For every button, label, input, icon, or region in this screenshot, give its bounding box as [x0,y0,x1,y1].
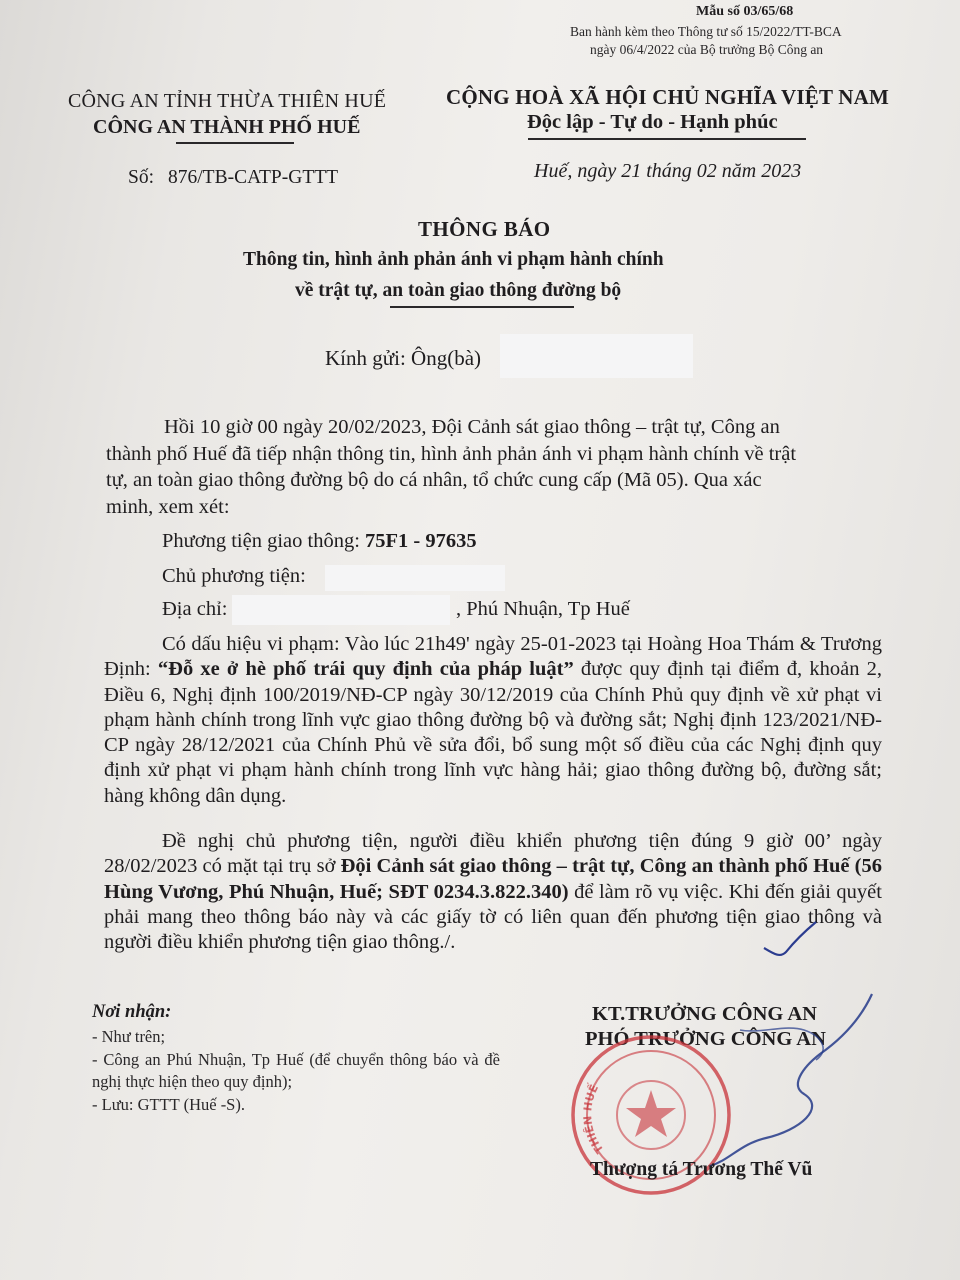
form-number: Mẫu số 03/65/68 [696,4,794,19]
document-subtitle-2: về trật tự, an toàn giao thông đường bộ [295,280,622,301]
address-rest: , Phú Nhuận, Tp Huế [456,598,630,620]
paragraph-intro-line: tự, an toàn giao thông đường bộ do cá nhân, tổ chức cung cấp (Mã 05). Qua xác [106,469,762,491]
nation-name: CỘNG HOÀ XÃ HỘI CHỦ NGHĨA VIỆT NAM [446,85,889,109]
violation-legal-basis: được quy định tại điểm đ, khoản 2, Điều 6, Nghị định 100/2019/NĐ-CP ngày 30/12/2019 của Chính Phủ quy định về xử phạt vi phạm hành chính trong lĩnh vực giao thông đường bộ và đường sắt; Nghị định 123/2021/NĐ-CP ngày 28/12/2021 của Chính Phủ về sửa đổi, bổ sung một số điều của các Nghị định quy định xử phạt vi phạm hành chính trong lĩnh vực hàng hải; giao thông đường bộ, đường sắt; hàng không dân dụng. [104,658,882,807]
document-number-label: Số: [128,167,155,188]
document-title: THÔNG BÁO [418,217,551,241]
agency-underline [176,142,294,144]
owner-label: Chủ phương tiện: [162,565,306,587]
handwritten-signature [590,990,890,1180]
vehicle-row [162,530,477,553]
paragraph-intro-line: minh, xem xét: [106,495,230,518]
violation-description: “Đỗ xe ở hè phố trái quy định của pháp luật” [157,658,574,681]
recipients-label: Nơi nhận: [92,1002,172,1022]
violation-intro: Có dấu hiệu vi phạm: Vào lúc 21h49' ngày 25-01-2023 tại Hoàng Hoa Thám & Trương Định: [104,633,882,681]
document-number-value: 876/TB-CATP-GTTT [168,167,339,188]
request-rest: để làm rõ vụ việc. Khi đến giải quyết phải mang theo thông báo này và các giấy tờ có liên quan đến phương tiện giao thông và người điều khiển phương tiện giao thông./. [104,880,882,954]
signer-name: Thượng tá Trương Thế Vũ [590,1159,813,1180]
signature-title-1: KT.TRƯỞNG CÔNG AN [592,1003,817,1025]
place-date: Huế, ngày 21 tháng 02 năm 2023 [534,160,802,182]
paragraph-intro-line: thành phố Huế đã tiếp nhận thông tin, hình ảnh phản ánh vi phạm hành chính về trật [106,442,797,465]
seal-text: THIÊN HUẾ [581,1082,607,1156]
document-subtitle-1: Thông tin, hình ảnh phản ánh vi phạm hành chính [243,249,664,270]
form-issued-line-1: Ban hành kèm theo Thông tư số 15/2022/TT-BCA [570,24,842,39]
pen-tick-mark [760,918,820,964]
vehicle-plate: 75F1 - 97635 [365,530,477,552]
recipient-item: - Như trên; [92,1027,166,1046]
recipient-item: - Lưu: GTTT (Huế -S). [92,1095,245,1114]
agency-name: CÔNG AN THÀNH PHỐ HUẾ [93,116,361,138]
paragraph-violation [104,632,882,809]
paragraph-intro [106,414,878,520]
signature-title-2: PHÓ TRƯỞNG CÔNG AN [585,1028,826,1050]
nation-motto: Độc lập - Tự do - Hạnh phúc [527,111,778,133]
request-place: Đội Cảnh sát giao thông – trật tự, Công an thành phố Huế (56 Hùng Vương, Phú Nhuận, Huế; SĐT 0234.3.822.340) [104,855,883,903]
redacted-address [232,595,450,625]
agency-parent: CÔNG AN TỈNH THỪA THIÊN HUẾ [68,90,387,112]
addressee-label: Kính gửi: Ông(bà) [325,346,482,370]
vehicle-label: Phương tiện giao thông: [162,530,366,552]
paragraph-intro-line: Hồi 10 giờ 00 ngày 20/02/2023, Đội Cảnh sát giao thông – trật tự, Công an [164,416,780,438]
motto-underline [528,138,806,140]
form-issued-line-2: ngày 06/4/2022 của Bộ trưởng Bộ Công an [590,42,824,57]
document-number [128,167,338,189]
recipient-item: - Công an Phú Nhuận, Tp Huế (để chuyển thông báo và đề nghị thực hiện theo quy định); [92,1050,500,1091]
request-intro: Đề nghị chủ phương tiện, người điều khiển phương tiện đúng 9 giờ 00’ ngày 28/02/2023 có mặt tại trụ sở [104,830,882,878]
address-label: Địa chỉ: [162,598,228,620]
redacted-addressee [500,334,693,378]
subtitle-underline [390,306,574,308]
redacted-owner [325,565,505,591]
